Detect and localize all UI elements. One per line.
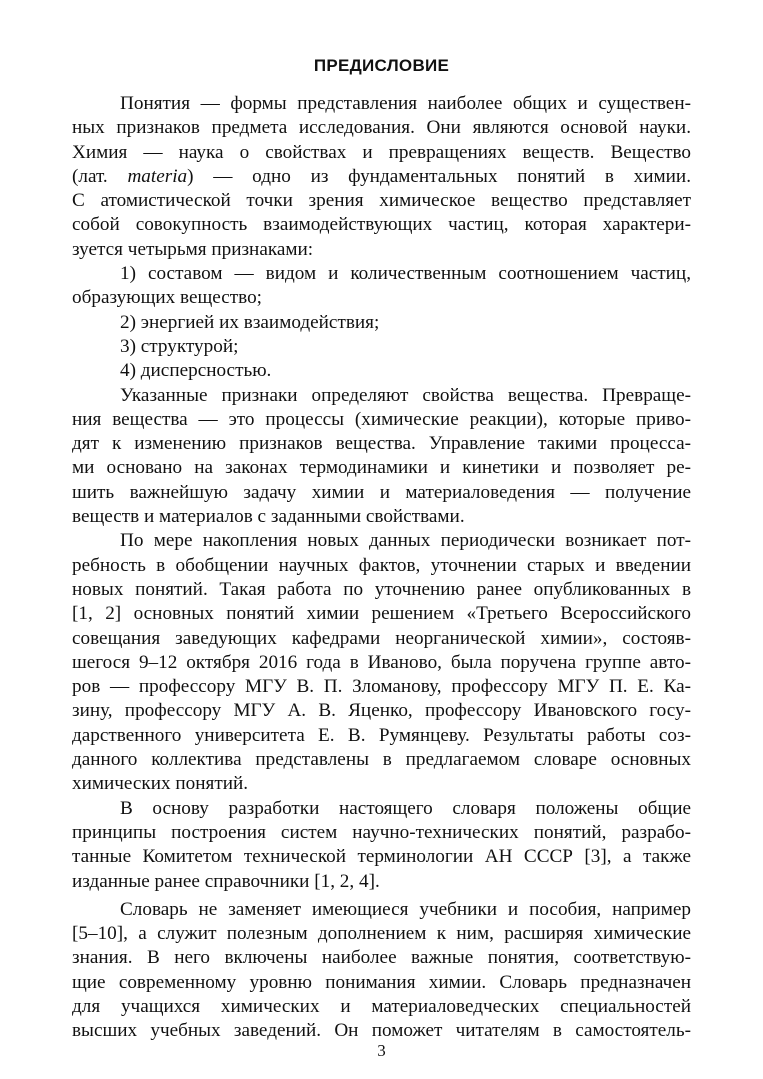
text-line: С атомистической точки зрения химическое вещество представляет	[72, 190, 691, 212]
text-line: шить важнейшую задачу химии и материаловедения — получение	[72, 481, 691, 503]
list-item: 4) дисперсностью.	[120, 360, 272, 382]
text-line: [1, 2] основных понятий химии решением «Третьего Всероссийского	[72, 603, 691, 625]
text-line: зину, профессору МГУ А. В. Яценко, профессору Ивановского госу-	[72, 700, 691, 722]
body-text	[72, 92, 691, 1044]
text-line: химических понятий.	[72, 773, 249, 795]
text-fragment: (лат.	[72, 165, 128, 187]
text-line: Указанные признаки определяют свойства вещества. Превраще-	[120, 384, 691, 406]
page-title: ПРЕДИСЛОВИЕ	[313, 56, 450, 75]
text-line: данного коллектива представлены в предлагаемом словаре основных	[72, 749, 691, 771]
text-line: шегося 9–12 октября 2016 года в Иваново, была поручена группе авто-	[72, 651, 691, 673]
text-line: зуется четырьмя признаками:	[72, 238, 314, 260]
latin-term: materia	[127, 165, 188, 187]
text-line: ми основано на законах термодинамики и кинетики и позволяет ре-	[72, 457, 691, 479]
text-line: Словарь не заменяет имеющиеся учебники и пособия, например	[120, 898, 691, 920]
list-item: 3) структурой;	[120, 335, 239, 357]
text-line: дят к изменению признаков вещества. Управление такими процесса-	[72, 433, 691, 455]
text-line: знания. В него включены наиболее важные понятия, соответствую-	[72, 947, 691, 969]
text-line: ров — профессору МГУ В. П. Зломанову, профессору МГУ П. Е. Ка-	[72, 676, 691, 698]
text-line: По мере накопления новых данных периодически возникает пот-	[120, 530, 691, 552]
text-line: щие современному уровню понимания химии. Словарь предназначен	[72, 971, 691, 993]
text-line: принципы построения систем научно-технических понятий, разрабо-	[72, 821, 691, 843]
page-number: 3	[377, 1041, 386, 1060]
text-line: танные Комитетом технической терминологии АН СССР [3], а также	[72, 846, 691, 868]
text-line: собой совокупность взаимодействующих частиц, которая характери-	[72, 214, 691, 236]
text-line: новых понятий. Такая работа по уточнению ранее опубликованных в	[72, 578, 691, 600]
text-line: Понятия — формы представления наиболее общих и существен-	[120, 93, 691, 114]
text-line: В основу разработки настоящего словаря положены общие	[120, 797, 691, 819]
text-line: для учащихся химических и материаловедческих специальностей	[72, 995, 691, 1017]
text-line: [5–10], а служит полезным дополнением к ним, расширяя химические	[72, 923, 691, 945]
text-line: веществ и материалов с заданными свойствами.	[72, 506, 465, 528]
text-line: ребность в обобщении научных фактов, уточнении старых и введении	[72, 554, 691, 576]
text-line: совещания заведующих кафедрами неорганической химии», состояв-	[72, 627, 691, 649]
text-fragment: ) — одно из фундаментальных понятий в химии.	[187, 165, 691, 187]
text-line: изданные ранее справочники [1, 2, 4].	[72, 870, 380, 892]
text-line: ных признаков предмета исследования. Они являются основой науки.	[72, 117, 691, 139]
text-line: образующих вещество;	[72, 287, 262, 309]
text-line: дарственного университета Е. В. Румянцеву. Результаты работы соз-	[72, 724, 691, 746]
list-item: 1) составом — видом и количественным соотношением частиц,	[120, 263, 691, 285]
text-line: Химия — наука о свойствах и превращениях веществ. Вещество	[72, 141, 691, 163]
text-line: ния вещества — это процессы (химические реакции), которые приво-	[72, 408, 691, 430]
text-line: высших учебных заведений. Он поможет читателям в самостоятель-	[72, 1020, 691, 1042]
text-line	[72, 165, 691, 189]
list-item: 2) энергией их взаимодействия;	[120, 311, 380, 333]
